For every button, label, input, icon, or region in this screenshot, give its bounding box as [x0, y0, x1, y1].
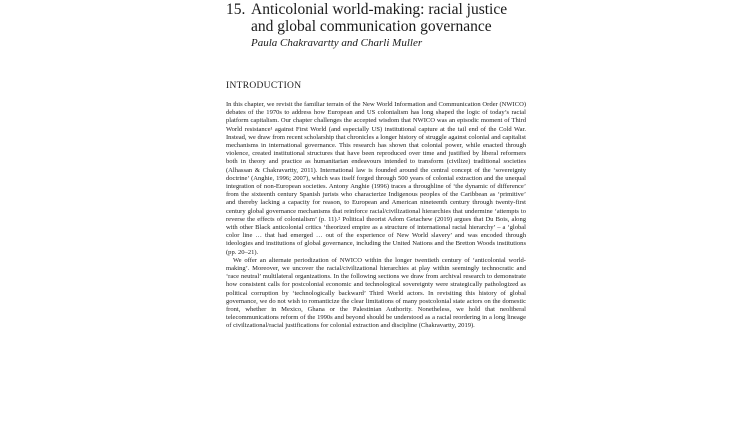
chapter-number: 15.: [226, 1, 246, 18]
book-page: [226, 0, 526, 331]
body-text: [226, 101, 526, 331]
paragraph: In this chapter, we revisit the familiar terrain of the New World Information and Communication Order (NWICO) debates of the 1970s to address how European and US colonialism has long shaped the logic of today’s racial platform capitalism. Our chapter challenges the accepted wisdom that NWICO was an episodic moment of Third World resistance¹ against First World (and especially US) institutional capture at the tail end of the Cold War. Instead, we draw from recent scholarship that chronicles a longer history of struggle against colonial and capitalist mechanisms in international governance. This research has shown that colonial power, while enacted through violence, created institutional structures that have been reproduced over time and justified by liberal reformers both in theory and practice as humanitarian endeavours intended to transform (civilize) traditional societies (Alhassan & Chakravartty, 2011). International law is founded around the central concept of the ‘sovereignty doctrine’ (Anghie, 1996; 2007), which was itself forged through 500 years of colonial extraction and the unequal integration of non-European societies. Antony Anghie (1996) traces a throughline of ‘the dynamic of difference’ from the sixteenth century Spanish jurists who characterize Indigenous peoples of the Caribbean as ‘primitive’ and thereby lacking a capacity for reason, to European and American nineteenth century through twenty-first century global governance mechanisms that reinforce racial/civilizational hierarchies that undermine ‘attempts to reverse the effects of colonialism’ (p. 11).² Political theorist Adom Getachew (2019) argues that Du Bois, along with other Black anticolonial critics ‘theorized empire as a structure of international racial hierarchy’ – a ‘global color line … that had emerged … out of the experience of New World slavery’ and was encoded through ideologies and institutions of global governance, including the United Nations and the Bretton Woods institutions (pp. 20–21).: [226, 101, 526, 256]
chapter-title-text: Anticolonial world-making: racial justice and global communication governance: [251, 1, 508, 35]
paragraph: We offer an alternate periodization of NWICO within the longer twentieth century of ‘anticolonial world-making’. Moreover, we uncover the racial/civilizational hierarchies at play within seemingly technocratic and ‘race neutral’ multilateral organizations. In the following sections we draw from archival research to demonstrate how consistent calls for postcolonial economic and technological sovereignty were strategically pathologized as political corruption by ‘technologically backward’ Third World actors. In revisiting this history of global governance, we do not wish to romanticize the clear limitations of many postcolonial state actors on the domestic front, whether in Mexico, Ghana or the Palestinian Authority. Nonetheless, we hold that neoliberal telecommunications reform of the 1990s and beyond should be understood as a racial reordering in a long lineage of civilizational/racial justifications for colonial extraction and discipline (Chakravartty, 2019).: [226, 256, 526, 330]
chapter-authors: Paula Chakravartty and Charli Muller: [251, 37, 423, 49]
section-heading: INTRODUCTION: [226, 81, 302, 91]
chapter-title: [226, 1, 526, 35]
